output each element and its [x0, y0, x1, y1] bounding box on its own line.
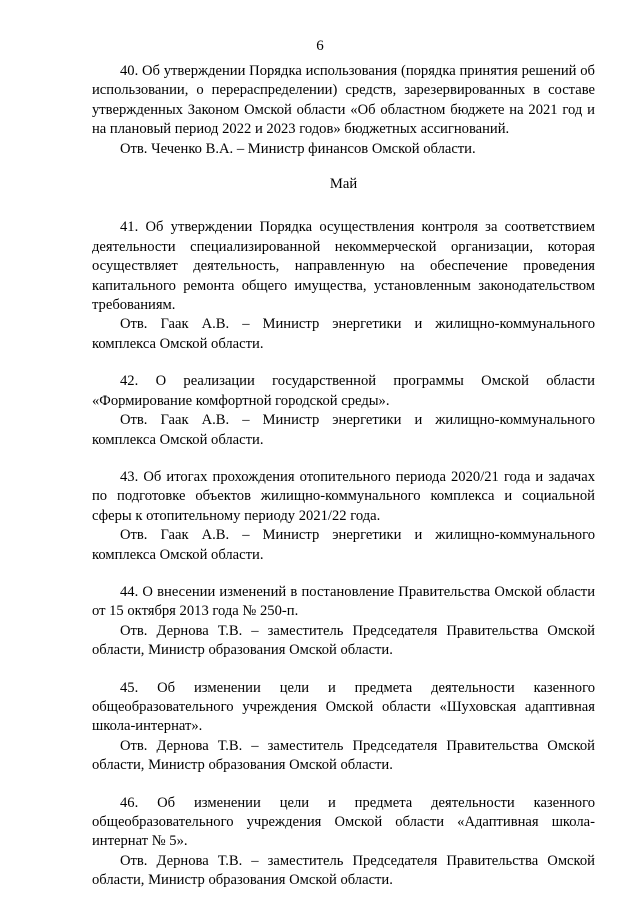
agenda-item-text: 45. Об изменении цели и предмета деятельности казенного общеобразовательного учреждения Омской области «Шуховская адаптивная школа-интернат».	[92, 679, 595, 735]
agenda-item-text: 41. Об утверждении Порядка осуществления контроля за соответствием деятельности специализированной некоммерческой организации, которая осуществляет деятельность, направленную на обеспечение проведения капитального ремонта общего имущества, установленным законодательством требованиям.	[92, 219, 595, 314]
agenda-item-45	[92, 679, 595, 776]
agenda-item-46	[92, 794, 595, 891]
agenda-item-43	[92, 468, 595, 565]
agenda-item-responsible: Отв. Гаак А.В. – Министр энергетики и жилищно-коммунального комплекса Омской области.	[92, 527, 595, 563]
agenda-item-responsible: Отв. Дернова Т.В. – заместитель Председателя Правительства Омской области, Министр образования Омской области.	[92, 622, 595, 659]
agenda-item-responsible: Отв. Гаак А.В. – Министр энергетики и жилищно-коммунального комплекса Омской области.	[92, 412, 595, 448]
agenda-item-responsible: Отв. Дернова Т.В. – заместитель Председателя Правительства Омской области, Министр образования Омской области.	[92, 852, 595, 889]
agenda-item-responsible: Отв. Чеченко В.А. – Министр финансов Омской области.	[120, 140, 476, 157]
agenda-item-41	[92, 218, 595, 354]
agenda-item-42	[92, 372, 595, 450]
page-number: 6	[316, 38, 324, 54]
agenda-item-text: 43. Об итогах прохождения отопительного периода 2020/21 года и задачах по подготовке объектов жилищно-коммунального комплекса и социальной сферы к отопительному периоду 2021/22 года.	[92, 468, 595, 524]
agenda-item-responsible: Отв. Гаак А.В. – Министр энергетики и жилищно-коммунального комплекса Омской области.	[92, 316, 595, 352]
agenda-item-text: 44. О внесении изменений в постановление Правительства Омской области от 15 октября 2013 года № 250-п.	[92, 583, 595, 620]
agenda-item-text: 46. Об изменении цели и предмета деятельности казенного общеобразовательного учреждения Омской области «Адаптивная школа-интернат № 5».	[92, 794, 595, 850]
agenda-item-text: 42. О реализации государственной программы Омской области «Формирование комфортной городской среды».	[92, 373, 595, 409]
month-heading: Май	[329, 176, 358, 193]
agenda-item-44	[92, 583, 595, 661]
document-body	[92, 62, 595, 891]
agenda-item-40	[92, 62, 595, 159]
agenda-item-text: 40. Об утверждении Порядка использования (порядка принятия решений об использовании, о перераспределении) средств, зарезервированных в составе утвержденных Законом Омской области «Об областном бюджете на 2021 год и на плановый период 2022 и 2023 годов» бюджетных ассигнований.	[92, 63, 595, 138]
agenda-item-responsible: Отв. Дернова Т.В. – заместитель Председателя Правительства Омской области, Министр образования Омской области.	[92, 737, 595, 774]
